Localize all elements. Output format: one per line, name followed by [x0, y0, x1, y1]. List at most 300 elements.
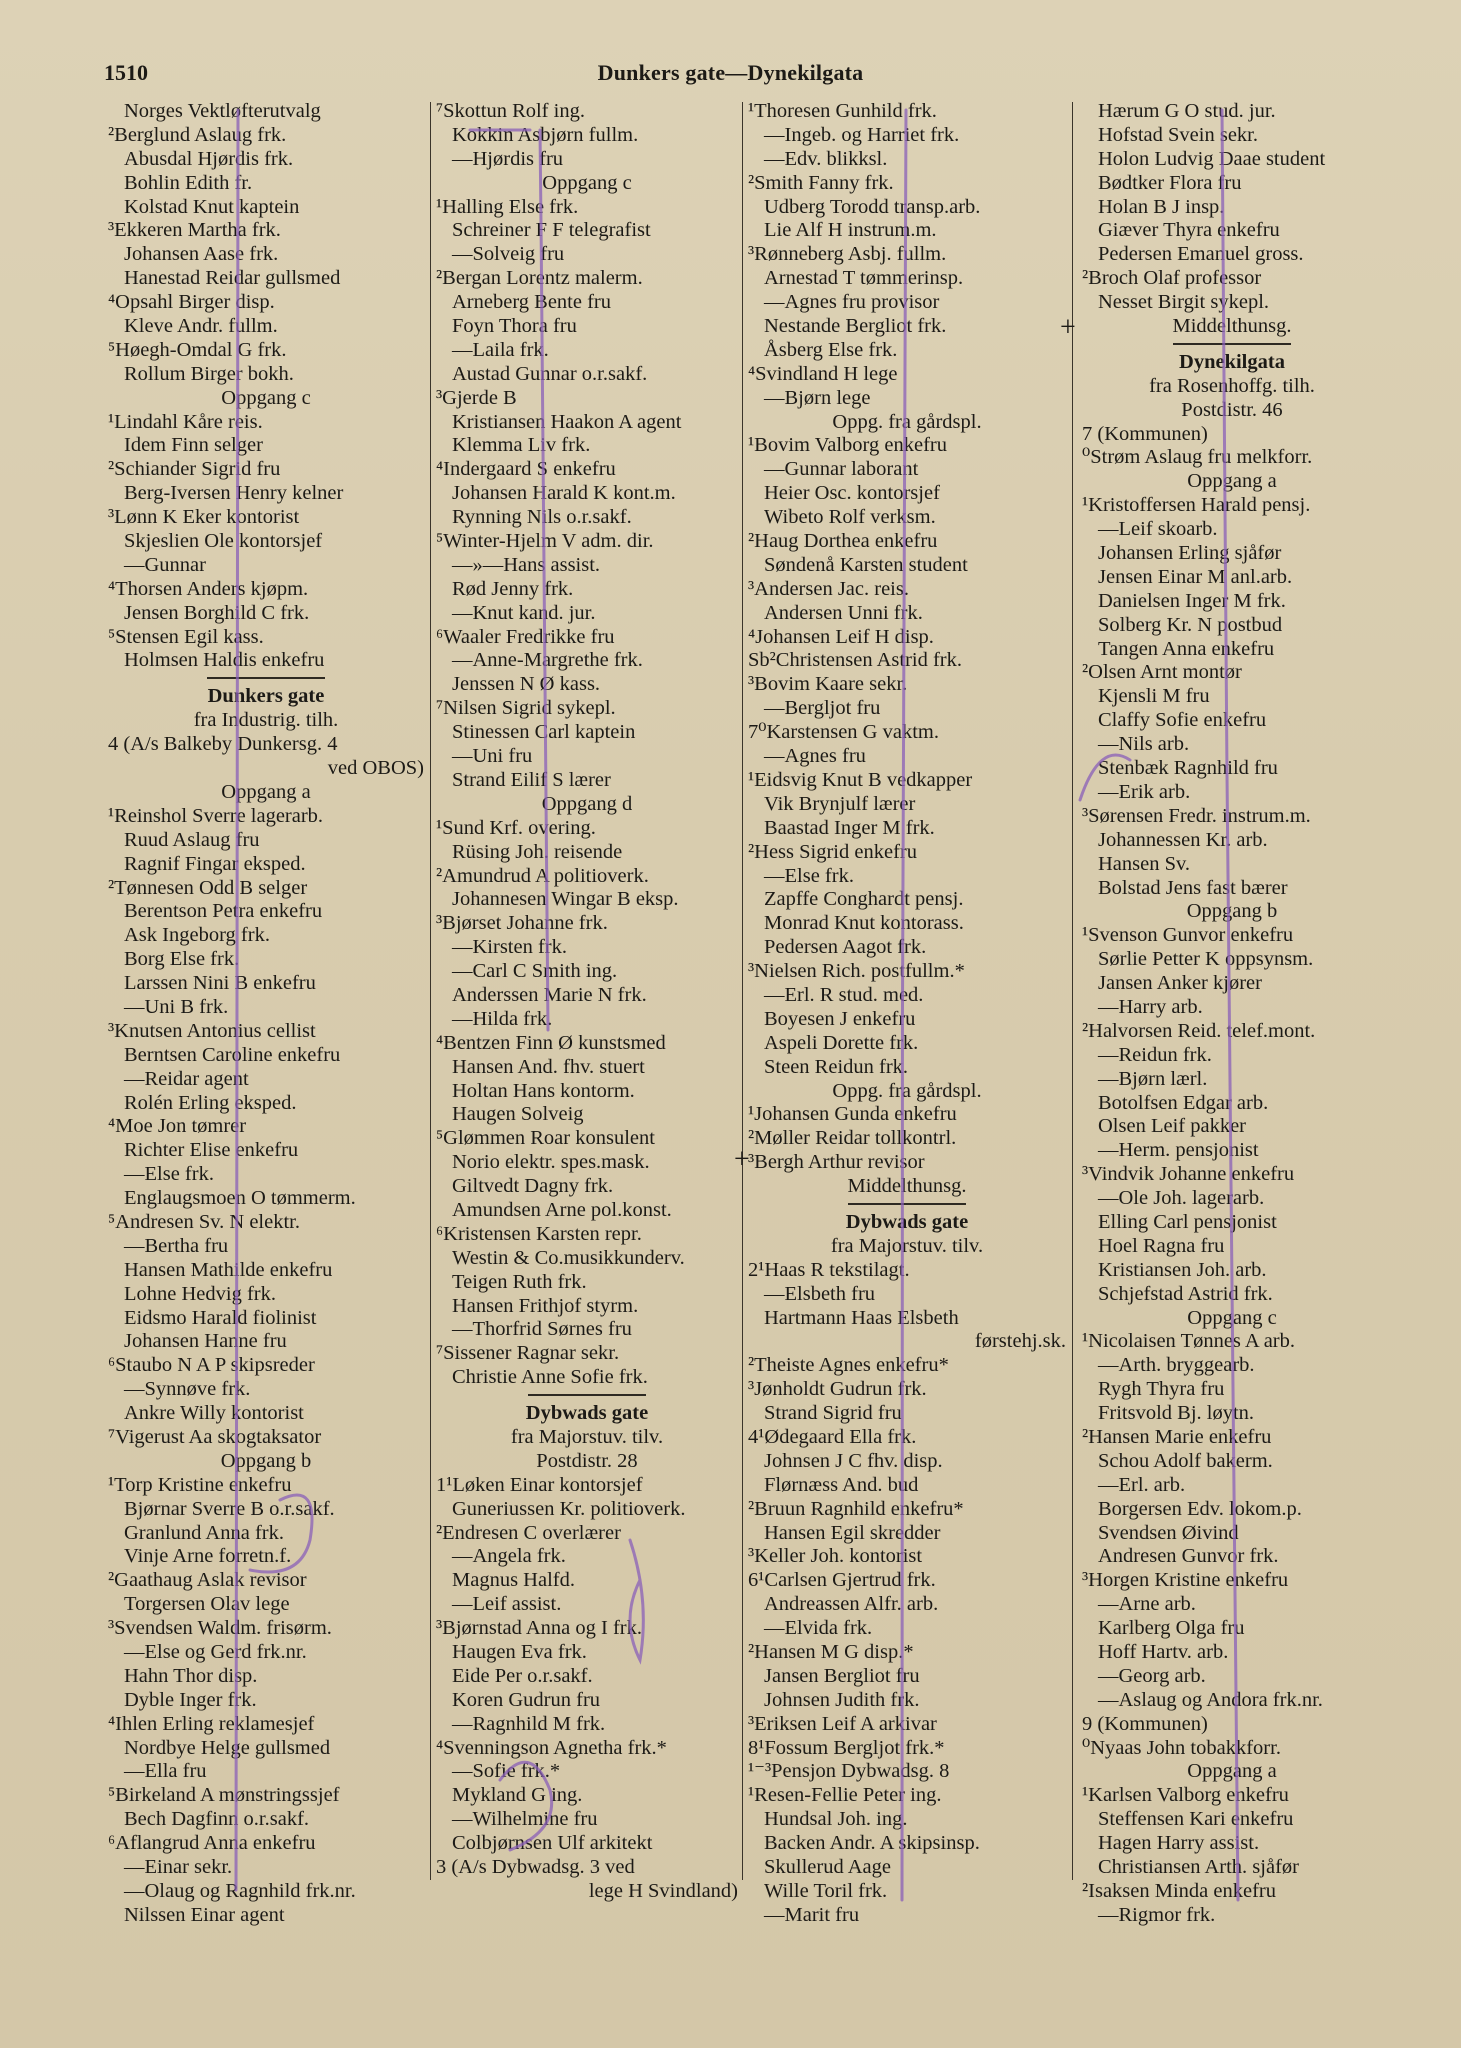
directory-entry: 2¹Haas R tekstilagt. [748, 1258, 910, 1281]
directory-entry: ³Rønneberg Asbj. fullm. [748, 243, 947, 266]
directory-entry: Olsen Leif pakker [1098, 1115, 1246, 1138]
directory-entry: Richter Elise enkefru [124, 1139, 299, 1162]
directory-entry: ⁷Sissener Ragnar sekr. [436, 1342, 620, 1365]
directory-entry: —Carl C Smith ing. [452, 960, 618, 983]
directory-entry: Pedersen Emanuel gross. [1098, 243, 1304, 266]
directory-entry: ³Nielsen Rich. postfullm.* [748, 960, 965, 983]
directory-entry: Rolén Erling eksped. [124, 1091, 297, 1114]
directory-entry: Mykland G ing. [452, 1784, 583, 1807]
directory-entry: Johansen Aase frk. [124, 243, 279, 266]
section-subheading: Postdistr. 28 [536, 1449, 638, 1472]
directory-entry: —Georg arb. [1098, 1664, 1206, 1687]
directory-entry: Holtan Hans kontorm. [452, 1079, 635, 1102]
directory-entry: Sb²Christensen Astrid frk. [748, 649, 962, 672]
page-number: 1510 [104, 60, 148, 85]
directory-entry: Claffy Sofie enkefru [1098, 709, 1267, 732]
directory-entry: Hofstad Svein sekr. [1098, 123, 1258, 146]
directory-entry: ⁶Aflangrud Anna enkefru [108, 1832, 316, 1855]
directory-entry: Jensen Borghild C frk. [124, 601, 310, 624]
directory-entry: Kokkin Asbjørn fullm. [452, 123, 639, 146]
directory-entry: Colbjørnsen Ulf arkitekt [452, 1832, 653, 1855]
directory-entry: ²Bergan Lorentz malerm. [436, 267, 643, 290]
directory-entry: Hansen Egil skredder [764, 1521, 941, 1544]
directory-entry: ²Berglund Aslaug frk. [108, 123, 287, 146]
directory-entry: —Synnøve frk. [124, 1378, 251, 1401]
directory-entry: Backen Andr. A skipsinsp. [764, 1832, 980, 1855]
directory-entry: ⁵Birkeland A mønstringssjef [108, 1784, 340, 1807]
directory-entry: Wibeto Rolf verksm. [764, 506, 936, 529]
directory-entry: ⁴Svindland H lege [748, 362, 898, 385]
directory-entry: ²Smith Fanny frk. [748, 171, 894, 194]
directory-entry: Giltvedt Dagny frk. [452, 1175, 614, 1198]
directory-entry: Wille Toril frk. [764, 1879, 888, 1902]
directory-entry: Lohne Hedvig frk. [124, 1282, 276, 1305]
directory-entry: —Reidar agent [124, 1067, 249, 1090]
directory-entry: Westin & Co.musikkunderv. [452, 1246, 685, 1269]
directory-entry: Holon Ludvig Daae student [1098, 147, 1326, 170]
directory-entry: —Edv. blikksl. [764, 147, 888, 170]
directory-entry: ⁴Bentzen Finn Ø kunstsmed [436, 1031, 666, 1054]
directory-entry: Udberg Torodd transp.arb. [764, 195, 981, 218]
directory-entry: Koren Gudrun fru [452, 1688, 601, 1711]
directory-entry: Vik Brynjulf lærer [764, 792, 916, 815]
directory-entry: 9 (Kommunen) [1082, 1712, 1208, 1735]
directory-entry: Aspeli Dorette frk. [764, 1031, 919, 1054]
directory-entry: —Kirsten frk. [452, 936, 568, 959]
directory-entry: Kleve Andr. fullm. [124, 315, 278, 338]
directory-entry: Arnestad T tømmerinsp. [764, 267, 964, 290]
directory-entry: ³Sørensen Fredr. instrum.m. [1082, 804, 1311, 827]
directory-entry: Dyble Inger frk. [124, 1688, 257, 1711]
directory-entry: —Else frk. [124, 1163, 214, 1186]
directory-entry: —Reidun frk. [1098, 1043, 1212, 1066]
directory-entry: 7⁰Karstensen G vaktm. [748, 721, 939, 744]
directory-entry: ²Hansen Marie enkefru [1082, 1425, 1272, 1448]
directory-entry: ¹Reinshol Sverre lagerarb. [108, 804, 324, 827]
directory-entry: —Bjørn lærl. [1098, 1067, 1208, 1090]
directory-entry: ¹Kristoffersen Harald pensj. [1082, 494, 1311, 517]
directory-entry: Baastad Inger M frk. [764, 816, 935, 839]
directory-entry: Englaugsmoen O tømmerm. [124, 1187, 356, 1210]
directory-entry: Ankre Willy kontorist [124, 1402, 304, 1425]
section-subheading: Postdistr. 46 [1181, 398, 1283, 421]
directory-entry: —Else frk. [764, 864, 854, 887]
directory-entry: Christie Anne Sofie frk. [452, 1366, 648, 1389]
directory-entry: —Arth. bryggearb. [1098, 1354, 1255, 1377]
directory-entry: Giæver Thyra enkefru [1098, 219, 1280, 242]
directory-entry: Norio elektr. spes.mask. [452, 1151, 650, 1174]
directory-entry: —Knut kand. jur. [452, 601, 596, 624]
directory-entry: Abusdal Hjørdis frk. [124, 147, 294, 170]
directory-entry: Åsberg Else frk. [764, 338, 898, 361]
directory-entry: Kristiansen Haakon A agent [452, 410, 682, 433]
directory-entry: ²Amundrud A politioverk. [436, 864, 649, 887]
directory-entry: Bech Dagfinn o.r.sakf. [124, 1808, 310, 1831]
directory-entry: —Ingeb. og Harriet frk. [764, 123, 960, 146]
directory-entry: —Bergljot fru [764, 697, 881, 720]
directory-entry: ²Halvorsen Reid. telef.mont. [1082, 1019, 1316, 1042]
directory-entry: Hartmann Haas Elsbeth [764, 1306, 959, 1329]
directory-entry: —Agnes fru [764, 745, 866, 768]
directory-entry: Johansen Harald K kont.m. [452, 482, 676, 505]
directory-entry: Monrad Knut kontorass. [764, 912, 964, 935]
column-divider [1072, 102, 1073, 1880]
section-subheading: fra Rosenhoffg. tilh. [1149, 374, 1315, 397]
directory-entry: Hundsal Joh. ing. [764, 1808, 908, 1831]
directory-entry: ⁷Vigerust Aa skogtaksator [108, 1425, 322, 1448]
directory-entry: ⁴Thorsen Anders kjøpm. [108, 577, 309, 600]
section-subheading: Middelthunsg. [847, 1175, 967, 1198]
column-divider [742, 102, 743, 1880]
directory-entry: —Olaug og Ragnhild frk.nr. [124, 1879, 356, 1902]
directory-entry: ⁴Moe Jon tømrer [108, 1115, 247, 1138]
directory-entry: Johnsen J C fhv. disp. [764, 1449, 943, 1472]
directory-entry: ¹Karlsen Valborg enkefru [1082, 1784, 1289, 1807]
directory-entry: 7 (Kommunen) [1082, 422, 1208, 445]
directory-entry: ⁴Opsahl Birger disp. [108, 291, 275, 314]
directory-entry: —Hjørdis fru [452, 147, 564, 170]
directory-entry: ²Theiste Agnes enkefru* [748, 1354, 949, 1377]
directory-entry: ²Hansen M G disp.* [748, 1641, 914, 1663]
street-heading: Dybwads gate [525, 1402, 649, 1425]
directory-entry: ⁶Staubo N A P skipsreder [108, 1354, 315, 1377]
directory-entry: Hahn Thor disp. [124, 1664, 258, 1687]
directory-entry: Rygh Thyra fru [1098, 1378, 1225, 1401]
directory-entry: ²Olsen Arnt montør [1082, 661, 1242, 684]
directory-entry: 1¹Løken Einar kontorsjef [436, 1473, 643, 1496]
directory-entry: Kjensli M fru [1098, 685, 1210, 708]
directory-entry: ²Schiander Sigrid fru [108, 458, 281, 481]
directory-entry: Bjørnar Sverre B o.r.sakf. [124, 1497, 335, 1520]
directory-entry: Haugen Solveig [452, 1103, 584, 1126]
directory-entry: Johannessen Kr. arb. [1098, 828, 1268, 851]
directory-entry: Austad Gunnar o.r.sakf. [452, 362, 648, 385]
directory-entry: Skullerud Aage [764, 1856, 891, 1879]
directory-entry: ³Bjørset Johanne frk. [436, 912, 608, 935]
directory-entry: ³Gjerde B [436, 386, 517, 409]
directory-entry: ³Svendsen Waldm. frisørm. [108, 1617, 332, 1640]
section-subheading: Oppgang a [1187, 1760, 1277, 1783]
directory-entry: Idem Finn selger [124, 434, 263, 457]
directory-entry: Jansen Anker kjører [1098, 972, 1262, 995]
directory-entry: Hoff Hartv. arb. [1098, 1641, 1229, 1663]
directory-entry: ²Møller Reidar tollkontrl. [748, 1127, 957, 1150]
directory-entry: ⁵Høegh-Omdal G frk. [108, 338, 287, 361]
directory-entry: ³Horgen Kristine enkefru [1082, 1569, 1289, 1592]
directory-entry: Berntsen Caroline enkefru [124, 1043, 341, 1066]
directory-entry: ¹Halling Else frk. [436, 195, 579, 218]
directory-entry: —Elsbeth fru [764, 1282, 876, 1305]
street-heading: Dynekilgata [1179, 350, 1285, 373]
directory-entry: ²Tønnesen Odd B selger [108, 876, 308, 899]
directory-entry: Bohlin Edith fr. [124, 171, 253, 194]
directory-entry: Steffensen Kari enkefru [1098, 1808, 1294, 1831]
directory-entry: ¹Resen-Fellie Peter ing. [748, 1784, 942, 1807]
section-subheading: Oppg. fra gårdspl. [832, 1079, 982, 1102]
directory-entry: Johnsen Judith frk. [764, 1688, 920, 1711]
directory-entry: —Erik arb. [1098, 780, 1191, 803]
directory-entry: —Herm. pensjonist [1098, 1139, 1259, 1162]
directory-entry: Holan B J insp. [1098, 195, 1225, 218]
directory-entry: 8¹Fossum Bergljot frk.* [748, 1736, 945, 1759]
directory-entry: ³Eriksen Leif A arkivar [748, 1712, 937, 1735]
directory-entry: Christiansen Arth. sjåfør [1098, 1856, 1299, 1879]
directory-entry: Berg-Iversen Henry kelner [124, 482, 344, 505]
directory-entry: —Harry arb. [1098, 995, 1203, 1018]
directory-entry: Nilssen Einar agent [124, 1903, 285, 1926]
directory-entry: Hanestad Reidar gullsmed [124, 267, 341, 290]
directory-entry: Jenssen N Ø kass. [452, 673, 601, 696]
directory-entry: Jensen Einar M anl.arb. [1098, 565, 1293, 588]
directory-entry: —Aslaug og Andora frk.nr. [1098, 1688, 1323, 1711]
directory-entry: Ragnif Fingar eksped. [124, 852, 306, 875]
directory-entry: Nesset Birgit sykepl. [1098, 291, 1270, 314]
directory-entry: Ask Ingeborg frk. [124, 924, 270, 947]
directory-entry: ⁵Andresen Sv. N elektr. [108, 1210, 300, 1233]
section-rule [1173, 343, 1291, 345]
directory-entry: ³Ekkeren Martha frk. [108, 219, 281, 242]
directory-entry: —Gunnar [124, 553, 206, 576]
directory-entry: Boyesen J enkefru [764, 1007, 916, 1030]
directory-entry: —Elvida frk. [764, 1617, 873, 1640]
directory-entry: —Thorfrid Sørnes fru [452, 1318, 632, 1341]
directory-entry: ³Andersen Jac. reis. [748, 577, 909, 600]
directory-entry: Andresen Gunvor frk. [1098, 1545, 1279, 1568]
directory-entry: Berentson Petra enkefru [124, 900, 323, 923]
section-rule [207, 677, 325, 679]
directory-entry: Borgersen Edv. lokom.p. [1098, 1497, 1302, 1520]
directory-entry: Lie Alf H instrum.m. [764, 219, 937, 242]
directory-entry: Amundsen Arne pol.konst. [452, 1198, 672, 1221]
directory-entry: Steen Reidun frk. [764, 1055, 909, 1078]
directory-entry: Zapffe Conghardt pensj. [764, 888, 964, 911]
directory-entry: Hansen Mathilde enkefru [124, 1258, 333, 1281]
directory-entry: ¹Johansen Gunda enkefru [748, 1103, 957, 1126]
directory-entry: ²Hess Sigrid enkefru [748, 840, 917, 863]
street-heading: Dunkers gate [207, 685, 325, 708]
directory-entry: ¹⁻³Pensjon Dybwadsg. 8 [748, 1760, 950, 1783]
directory-entry: ³Bovim Kaare sekr. [748, 673, 908, 696]
directory-entry: Strand Sigrid fru [764, 1402, 902, 1425]
directory-entry: 6¹Carlsen Gjertrud frk. [748, 1569, 936, 1592]
directory-entry: Rollum Birger bokh. [124, 362, 294, 385]
directory-column-3 [748, 100, 1066, 1928]
directory-entry: Pedersen Aagot frk. [764, 936, 927, 959]
directory-entry: Hagen Harry assist. [1098, 1832, 1260, 1855]
directory-entry: Klemma Liv frk. [452, 434, 591, 457]
directory-entry: ¹Nicolaisen Tønnes A arb. [1082, 1330, 1296, 1353]
directory-entry: Flørnæss And. bud [764, 1473, 919, 1496]
section-subheading: Oppgang b [1186, 900, 1278, 923]
section-subheading: Oppgang c [1187, 1306, 1277, 1329]
directory-entry: —Ole Joh. lagerarb. [1098, 1187, 1265, 1210]
directory-entry: —Erl. R stud. med. [764, 983, 924, 1006]
directory-entry: Strand Eilif S lærer [452, 768, 611, 791]
cross-marker: + [1060, 312, 1076, 343]
directory-entry: Johannesen Wingar B eksp. [452, 888, 679, 911]
directory-entry: Guneriussen Kr. politioverk. [452, 1497, 686, 1520]
directory-entry: —Ella fru [124, 1760, 207, 1783]
directory-entry: ²Bruun Ragnhild enkefru* [748, 1497, 964, 1520]
directory-entry: ⁴Ihlen Erling reklamesjef [108, 1712, 315, 1735]
directory-entry: ⁰Nyaas John tobakkforr. [1082, 1736, 1281, 1759]
directory-entry: ¹Bovim Valborg enkefru [748, 434, 947, 457]
directory-entry: Jansen Bergliot fru [764, 1664, 920, 1687]
directory-entry: Sørlie Petter K oppsynsm. [1098, 948, 1314, 971]
directory-entry: ¹Thoresen Gunhild frk. [748, 100, 937, 122]
section-subheading: Oppgang b [220, 1449, 312, 1472]
directory-entry: Stinessen Carl kaptein [452, 721, 636, 744]
directory-entry: Schou Adolf bakerm. [1098, 1449, 1273, 1472]
directory-entry: —Einar sekr. [124, 1856, 233, 1879]
directory-entry: —Rigmor frk. [1098, 1903, 1216, 1926]
section-subheading: fra Industrig. tilh. [193, 709, 339, 732]
directory-entry: Hansen And. fhv. stuert [452, 1055, 645, 1078]
directory-entry: ¹Sund Krf. overing. [436, 816, 596, 839]
directory-entry: Hoel Ragna fru [1098, 1234, 1225, 1257]
directory-entry: Eidsmo Harald fiolinist [124, 1306, 317, 1329]
directory-entry: ⁷Nilsen Sigrid sykepl. [436, 697, 616, 720]
directory-entry: ³Jønholdt Gudrun frk. [748, 1378, 927, 1401]
directory-entry: Tangen Anna enkefru [1098, 637, 1275, 660]
directory-entry: Kolstad Knut kaptein [124, 195, 300, 218]
entry-continuation: lege H Svindland) [588, 1879, 738, 1902]
directory-entry: Hansen Frithjof styrm. [452, 1294, 639, 1317]
directory-entry: ⁷Skottun Rolf ing. [436, 100, 585, 122]
directory-entry: Rüsing Joh. reisende [452, 840, 623, 863]
directory-entry: Stenbæk Ragnhild fru [1098, 757, 1278, 780]
directory-entry: Arneberg Bente fru [452, 291, 612, 314]
directory-entry: Rynning Nils o.r.sakf. [452, 506, 632, 529]
directory-entry: Danielsen Inger M frk. [1098, 589, 1286, 612]
directory-entry: ²Broch Olaf professor [1082, 267, 1262, 290]
directory-entry: Schjefstad Astrid frk. [1098, 1282, 1273, 1305]
directory-entry: —Laila frk. [452, 338, 549, 361]
directory-entry: ⁶Kristensen Karsten repr. [436, 1222, 642, 1245]
directory-entry: —Arne arb. [1098, 1593, 1196, 1616]
directory-entry: —Anne-Margrethe frk. [452, 649, 643, 672]
directory-entry: —Erl. arb. [1098, 1473, 1186, 1496]
directory-entry: Magnus Halfd. [452, 1569, 575, 1592]
directory-entry: Bødtker Flora fru [1098, 171, 1242, 194]
directory-entry: Torgersen Olav lege [124, 1593, 290, 1616]
directory-entry: Fritsvold Bj. løytn. [1098, 1402, 1255, 1425]
directory-column-1 [108, 100, 424, 1928]
directory-entry: 3 (A/s Dybwadsg. 3 ved [436, 1856, 635, 1879]
directory-entry: ⁵Glømmen Roar konsulent [436, 1127, 655, 1150]
directory-entry: Bolstad Jens fast bærer [1098, 876, 1288, 899]
directory-entry: ⁴Indergaard S enkefru [436, 458, 616, 481]
directory-entry: Granlund Anna frk. [124, 1521, 284, 1544]
directory-column-2 [436, 100, 738, 1904]
directory-entry: ⁴Johansen Leif H disp. [748, 625, 934, 648]
directory-entry: ²Gaathaug Aslak revisor [108, 1569, 307, 1592]
directory-entry: ¹Eidsvig Knut B vedkapper [748, 768, 973, 791]
directory-entry: ⁵Stensen Egil kass. [108, 625, 264, 648]
section-subheading: Oppgang a [1187, 470, 1277, 493]
section-rule [848, 1203, 966, 1205]
section-subheading: fra Majorstuv. tilv. [510, 1425, 664, 1448]
directory-entry: ⁰Strøm Aslaug fru melkforr. [1082, 446, 1313, 469]
directory-entry: Johansen Hanne fru [124, 1330, 287, 1353]
directory-entry: ³Bergh Arthur revisor [748, 1151, 925, 1174]
directory-entry: —Gunnar laborant [764, 458, 919, 481]
directory-entry: —Bjørn lege [764, 386, 871, 409]
directory-entry: ²Endresen C overlærer [436, 1521, 621, 1544]
directory-entry: 4¹Ødegaard Ella frk. [748, 1425, 917, 1448]
cross-marker: + [734, 1144, 750, 1175]
directory-entry: Larssen Nini B enkefru [124, 972, 316, 995]
directory-entry: Hansen Sv. [1098, 852, 1191, 875]
directory-entry: Andreassen Alfr. arb. [764, 1593, 939, 1616]
directory-entry: Heier Osc. kontorsjef [764, 482, 940, 505]
directory-entry: Anderssen Marie N frk. [452, 983, 647, 1006]
directory-entry: Elling Carl pensjonist [1098, 1210, 1277, 1233]
street-heading: Dybwads gate [845, 1210, 969, 1233]
directory-entry: —Solveig fru [452, 243, 565, 266]
section-subheading: fra Majorstuv. tilv. [830, 1234, 984, 1257]
directory-entry: —Leif assist. [452, 1593, 562, 1616]
directory-entry: —Sofie frk.* [452, 1760, 561, 1783]
directory-entry: Søndenå Karsten student [764, 553, 968, 576]
directory-entry: ⁶Waaler Fredrikke fru [436, 625, 615, 648]
section-subheading: Oppgang d [541, 792, 633, 815]
directory-entry: ²Haug Dorthea enkefru [748, 530, 938, 553]
directory-entry: ¹Lindahl Kåre reis. [108, 410, 263, 433]
directory-entry: Eide Per o.r.sakf. [452, 1664, 593, 1687]
section-rule [528, 1394, 646, 1396]
directory-entry: ³Knutsen Antonius cellist [108, 1019, 316, 1042]
directory-entry: ¹Torp Kristine enkefru [108, 1473, 292, 1496]
section-subheading: Oppgang a [221, 780, 311, 803]
directory-entry: Borg Else frk. [124, 948, 240, 971]
directory-entry: —Marit fru [764, 1903, 860, 1926]
directory-entry: ⁵Winter-Hjelm V adm. dir. [436, 530, 654, 553]
directory-entry: Nordbye Helge gullsmed [124, 1736, 331, 1759]
directory-entry: Svendsen Øivind [1098, 1521, 1239, 1544]
section-subheading: Oppgang c [221, 386, 311, 409]
directory-entry: —Else og Gerd frk.nr. [124, 1641, 307, 1663]
directory-entry: ³Keller Joh. kontorist [748, 1545, 923, 1568]
page-title: Dunkers gate—Dynekilgata [597, 60, 864, 85]
directory-entry: Johansen Erling sjåfør [1098, 542, 1282, 565]
entry-continuation: førstehj.sk. [974, 1330, 1066, 1353]
directory-entry: —Wilhelmine fru [452, 1808, 598, 1831]
directory-entry: ⁴Svenningson Agnetha frk.* [436, 1736, 667, 1759]
directory-entry: Vinje Arne forretn.f. [124, 1545, 292, 1568]
directory-entry: —Hilda frk. [452, 1007, 553, 1030]
directory-entry: Hærum G O stud. jur. [1098, 100, 1276, 122]
column-divider [430, 102, 431, 1880]
directory-entry: Solberg Kr. N postbud [1098, 613, 1283, 636]
directory-entry: Rød Jenny frk. [452, 577, 574, 600]
directory-entry: Andersen Unni frk. [764, 601, 923, 624]
directory-entry: ³Bjørnstad Anna og I frk. [436, 1617, 642, 1640]
directory-entry: —Angela frk. [452, 1545, 566, 1568]
directory-entry: ³Vindvik Johanne enkefru [1082, 1163, 1295, 1186]
directory-entry: Holmsen Haldis enkefru [124, 649, 325, 672]
directory-entry: Nestande Bergliot frk. [764, 315, 947, 338]
section-subheading: Oppg. fra gårdspl. [832, 410, 982, 433]
directory-entry: —Agnes fru provisor [764, 291, 940, 314]
directory-entry: Skjeslien Ole kontorsjef [124, 530, 323, 553]
directory-entry: —Nils arb. [1098, 733, 1190, 756]
directory-entry: —»—Hans assist. [452, 553, 601, 576]
directory-entry: Karlberg Olga fru [1098, 1617, 1245, 1640]
directory-entry: Ruud Aslaug fru [124, 828, 260, 851]
entry-continuation: ved OBOS) [327, 757, 424, 780]
directory-entry: —Uni fru [452, 745, 533, 768]
